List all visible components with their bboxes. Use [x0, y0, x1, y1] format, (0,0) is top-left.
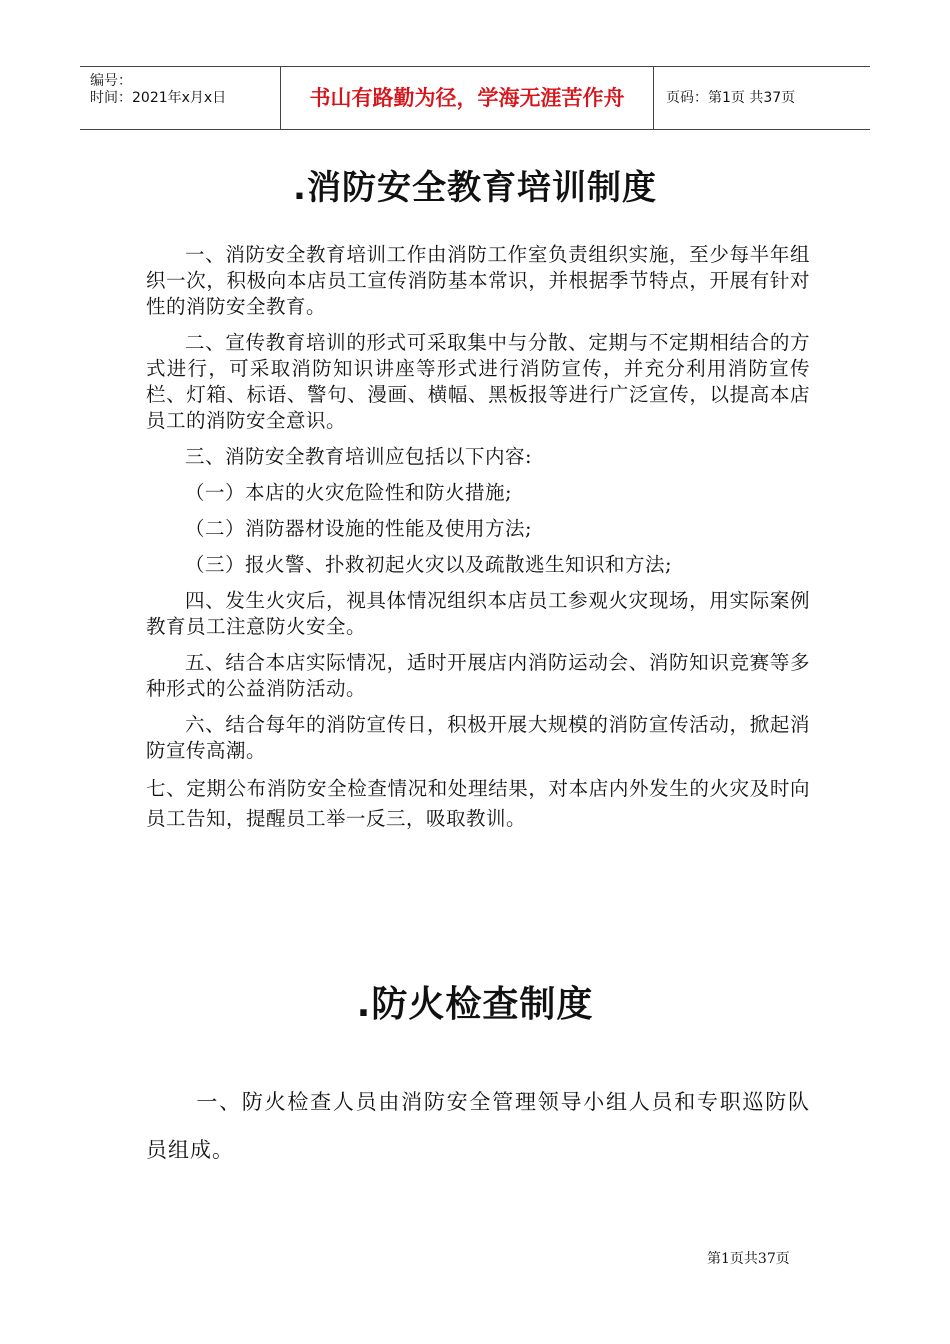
paragraph: 一、消防安全教育培训工作由消防工作室负责组织实施，至少每半年组织一次，积极向本店员工宣传消防基本常识，并根据季节特点，开展有针对性的消防安全教育。 [146, 243, 810, 318]
header-motto: 书山有路勤为径，学海无涯苦作舟 [281, 67, 654, 129]
section1-title: .消防安全教育培训制度 [293, 168, 657, 208]
paragraph: 二、宣传教育培训的形式可采取集中与分散、定期与不定期相结合的方式进行，可采取消防知识讲座等形式进行消防宣传，并充分利用消防宣传栏、灯箱、标语、警句、漫画、横幅、黑板报等进行广泛宣传，以提高本店员工的消防安全意识。 [146, 331, 810, 432]
list-item: （一）本店的火灾危险性和防火措施; [185, 481, 513, 504]
number-label: 编号： [90, 73, 132, 89]
header-meta [80, 67, 281, 129]
section2-title: .防火检查制度 [356, 984, 594, 1025]
paragraph: 五、结合本店实际情况，适时开展店内消防运动会、消防知识竞赛等多种形式的公益消防活动。 [146, 651, 810, 700]
list-item: （二）消防器材设施的性能及使用方法; [185, 517, 533, 540]
list-item: （三）报火警、扑救初起火灾以及疏散逃生知识和方法; [185, 553, 673, 576]
header-page-info: 页码：第1页 共37页 [666, 90, 796, 106]
section1-body [146, 242, 810, 844]
paragraph: 四、发生火灾后，视具体情况组织本店员工参观火灾现场，用实际案例教育员工注意防火安全。 [146, 589, 810, 638]
paragraph: 六、结合每年的消防宣传日，积极开展大规模的消防宣传活动，掀起消防宣传高潮。 [146, 713, 810, 762]
paragraph: 三、消防安全教育培训应包括以下内容: [185, 445, 533, 468]
page-footer: 第1页共37页 [707, 1251, 790, 1267]
section2-paragraph: 一、防火检查人员由消防安全管理领导小组人员和专职巡防队员组成。 [146, 1090, 810, 1162]
page-header [80, 66, 870, 130]
paragraph: 七、定期公布消防安全检查情况和处理结果，对本店内外发生的火灾及时向员工告知，提醒员工举一反三，吸取教训。 [146, 777, 810, 830]
date-label: 时间：2021年x月x日 [90, 90, 227, 106]
